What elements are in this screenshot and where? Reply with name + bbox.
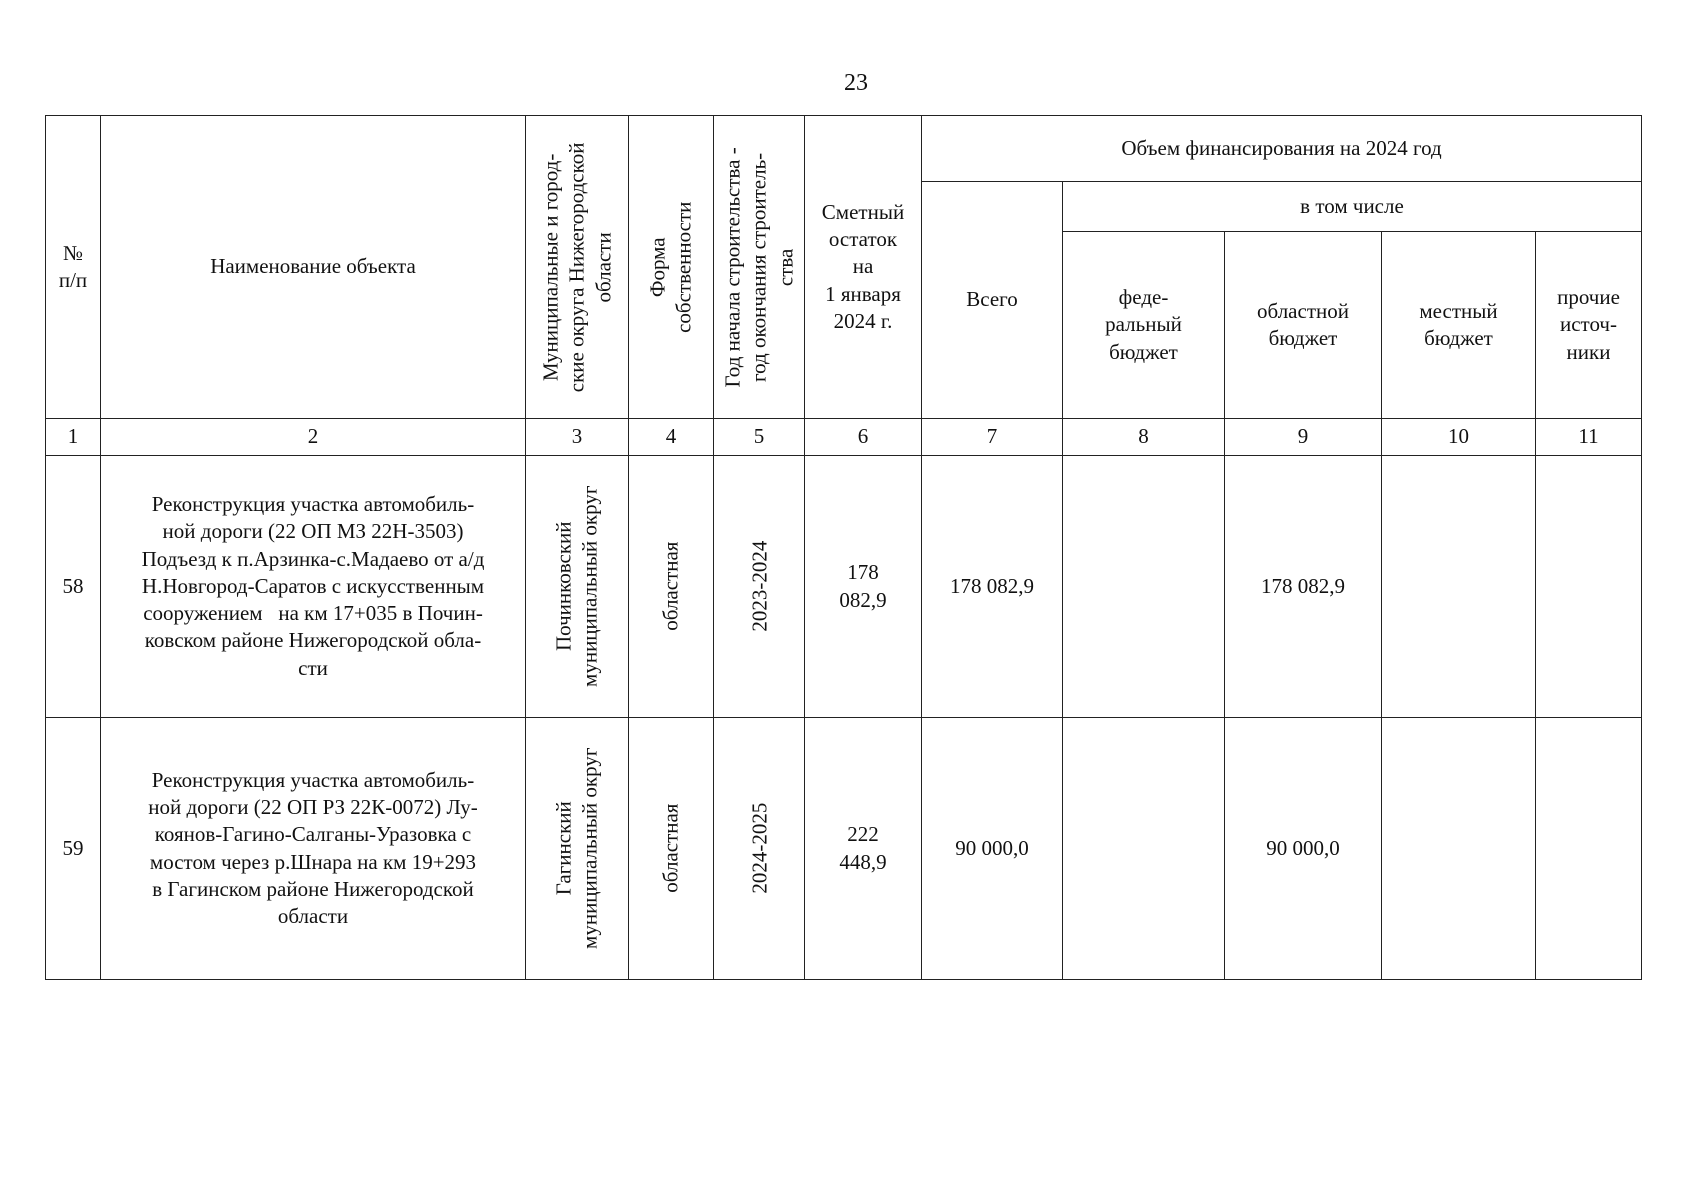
- header-other: прочие источ- ники: [1536, 232, 1642, 419]
- row-regional: 178 082,9: [1225, 456, 1382, 718]
- column-number: 7: [922, 419, 1063, 456]
- column-number: 3: [526, 419, 629, 456]
- row-name: Реконструкция участка автомобиль- ной дороги (22 ОП РЗ 22К-0072) Лу- коянов-Гагино-Салганы-Уразовка с мостом через р.Шнара на км 19+293 в Гагинском районе Нижегородской области: [101, 718, 526, 980]
- column-number: 6: [805, 419, 922, 456]
- column-number: 4: [629, 419, 714, 456]
- header-federal: феде- ральный бюджет: [1063, 232, 1225, 419]
- column-number: 10: [1382, 419, 1536, 456]
- header-name: Наименование объекта: [101, 116, 526, 419]
- row-total: 178 082,9: [922, 456, 1063, 718]
- row-regional: 90 000,0: [1225, 718, 1382, 980]
- row-no: 59: [46, 718, 101, 980]
- column-number: 2: [101, 419, 526, 456]
- row-federal: [1063, 456, 1225, 718]
- column-number: 11: [1536, 419, 1642, 456]
- page-number: 23: [844, 70, 868, 96]
- row-ownership: областная: [629, 718, 714, 980]
- column-number: 8: [1063, 419, 1225, 456]
- column-numbers-row: [46, 419, 1642, 456]
- row-federal: [1063, 718, 1225, 980]
- header-no: № п/п: [46, 116, 101, 419]
- row-municipality: Гагинский муниципальный округ: [526, 718, 629, 980]
- row-municipality: Починковский муниципальный округ: [526, 456, 629, 718]
- row-local: [1382, 718, 1536, 980]
- table-row: [46, 456, 1642, 718]
- column-number: 5: [714, 419, 805, 456]
- row-ownership: областная: [629, 456, 714, 718]
- header-including: в том числе: [1063, 182, 1642, 232]
- row-no: 58: [46, 456, 101, 718]
- column-number: 9: [1225, 419, 1382, 456]
- header-regional: областной бюджет: [1225, 232, 1382, 419]
- row-balance: 178 082,9: [805, 456, 922, 718]
- header-total: Всего: [922, 182, 1063, 419]
- row-total: 90 000,0: [922, 718, 1063, 980]
- financing-table: [45, 115, 1642, 980]
- header-ownership: Форма собственности: [629, 116, 714, 419]
- row-years: 2023-2024: [714, 456, 805, 718]
- row-other: [1536, 718, 1642, 980]
- header-balance: Сметный остаток на 1 января 2024 г.: [805, 116, 922, 419]
- header-funding-title: Объем финансирования на 2024 год: [922, 116, 1642, 182]
- header-local: местный бюджет: [1382, 232, 1536, 419]
- row-balance: 222 448,9: [805, 718, 922, 980]
- row-name: Реконструкция участка автомобиль- ной дороги (22 ОП МЗ 22Н-3503) Подъезд к п.Арзинка-с.Мадаево от а/д Н.Новгород-Саратов с искусственным сооружением на км 17+035 в Почин- ковском районе Нижегородской обла- сти: [101, 456, 526, 718]
- row-local: [1382, 456, 1536, 718]
- table-row: [46, 718, 1642, 980]
- row-years: 2024-2025: [714, 718, 805, 980]
- header-municipality: Муниципальные и город- ские округа Нижегородской области: [526, 116, 629, 419]
- row-other: [1536, 456, 1642, 718]
- column-number: 1: [46, 419, 101, 456]
- header-years: Год начала строительства - год окончания строитель- ства: [714, 116, 805, 419]
